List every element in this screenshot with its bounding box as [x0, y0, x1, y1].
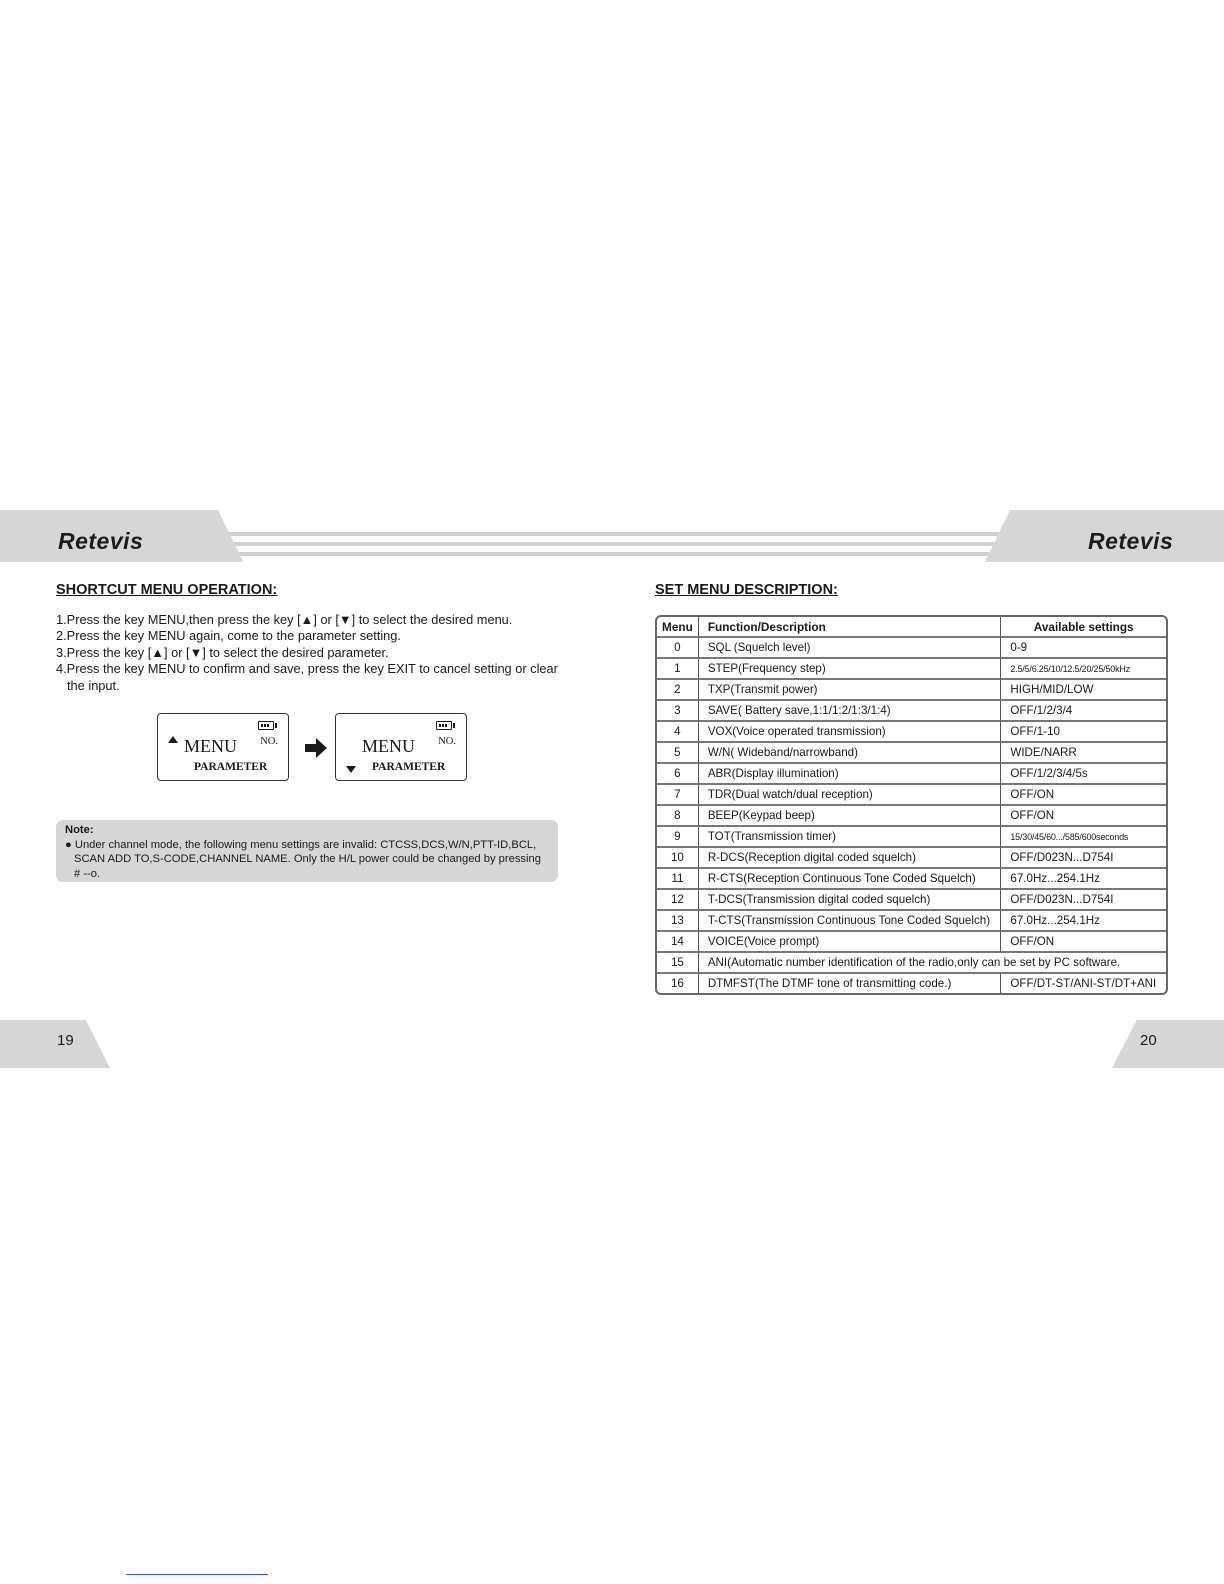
table-row	[657, 659, 1166, 680]
menu-description: R-DCS(Reception digital coded squelch)	[699, 848, 1002, 869]
lcd-parameter-label: PARAMETER	[372, 761, 446, 773]
menu-setting: OFF/ON	[1001, 932, 1166, 953]
menu-setting: OFF/ON	[1001, 806, 1166, 827]
header-decoration	[218, 510, 1010, 562]
menu-setting: OFF/ON	[1001, 785, 1166, 806]
menu-number: 6	[657, 764, 699, 785]
down-arrow-icon	[346, 766, 356, 773]
lcd-no-label: NO.	[438, 736, 456, 747]
table-row	[657, 953, 1166, 974]
battery-icon	[258, 721, 274, 730]
menu-description: R-CTS(Reception Continuous Tone Coded Squelch)	[699, 869, 1002, 890]
table-row	[657, 722, 1166, 743]
menu-description: ABR(Display illumination)	[699, 764, 1002, 785]
brand-logo-right: Retevis	[1088, 528, 1174, 554]
lcd-no-label: NO.	[260, 736, 278, 747]
brand-logo-left: Retevis	[58, 528, 144, 554]
footer-tab-left	[0, 1020, 110, 1068]
settings-table	[655, 615, 1168, 995]
header-menu: Menu	[657, 617, 699, 638]
lcd-menu-label: MENU	[362, 736, 415, 756]
table-row	[657, 806, 1166, 827]
menu-description: T-DCS(Transmission digital coded squelch)	[699, 890, 1002, 911]
menu-description: SQL (Squelch level)	[699, 638, 1002, 659]
menu-setting: WIDE/NARR	[1001, 743, 1166, 764]
menu-number: 1	[657, 659, 699, 680]
table-row	[657, 785, 1166, 806]
set-menu-title: SET MENU DESCRIPTION:	[655, 582, 838, 598]
table-row	[657, 869, 1166, 890]
footer-tab-right	[1112, 1020, 1224, 1068]
menu-number: 16	[657, 974, 699, 993]
header-settings: Available settings	[1001, 617, 1166, 638]
table-row	[657, 890, 1166, 911]
menu-number: 5	[657, 743, 699, 764]
menu-number: 0	[657, 638, 699, 659]
menu-number: 7	[657, 785, 699, 806]
menu-setting: 2.5/5/6.25/10/12.5/20/25/50kHz	[1001, 659, 1166, 680]
menu-setting: 15/30/45/60.../585/600seconds	[1001, 827, 1166, 848]
table-row	[657, 743, 1166, 764]
table-row	[657, 932, 1166, 953]
step-item: 3.Press the key [▲] or [▼] to select the desired parameter.	[56, 644, 389, 660]
menu-number: 11	[657, 869, 699, 890]
note-title: Note:	[65, 824, 94, 836]
menu-description: STEP(Frequency step)	[699, 659, 1002, 680]
menu-description: VOICE(Voice prompt)	[699, 932, 1002, 953]
menu-number: 14	[657, 932, 699, 953]
menu-number: 12	[657, 890, 699, 911]
up-arrow-icon	[168, 736, 178, 743]
menu-description: VOX(Voice operated transmission)	[699, 722, 1002, 743]
table-row	[657, 680, 1166, 701]
menu-setting: 0-9	[1001, 638, 1166, 659]
menu-number: 9	[657, 827, 699, 848]
menu-number: 3	[657, 701, 699, 722]
table-row	[657, 638, 1166, 659]
lcd-screen-parameter	[335, 713, 467, 781]
note-body: ● Under channel mode, the following menu settings are invalid: CTCSS,DCS,W/N,PTT-ID,BCL, SCAN ADD TO,S-CODE,CHANNEL NAME. Only the H/L power could be changed by pressing # --o.	[65, 838, 541, 880]
menu-number: 15	[657, 953, 699, 974]
menu-setting: OFF/1-10	[1001, 722, 1166, 743]
menu-setting: HIGH/MID/LOW	[1001, 680, 1166, 701]
lcd-parameter-label: PARAMETER	[194, 761, 268, 773]
menu-description: TOT(Transmission timer)	[699, 827, 1002, 848]
menu-number: 2	[657, 680, 699, 701]
page-number-left: 19	[57, 1032, 74, 1049]
menu-description: TDR(Dual watch/dual reception)	[699, 785, 1002, 806]
menu-description: W/N( Wideband/narrowband)	[699, 743, 1002, 764]
menu-setting: 67.0Hz...254.1Hz	[1001, 911, 1166, 932]
menu-setting: OFF/D023N...D754I	[1001, 848, 1166, 869]
table-row	[657, 974, 1166, 993]
lcd-screen-menu	[157, 713, 289, 781]
table-row	[657, 764, 1166, 785]
link-underline	[126, 1574, 268, 1575]
right-arrow-icon	[305, 738, 327, 758]
table-row	[657, 701, 1166, 722]
step-item: 4.Press the key MENU to confirm and save, press the key EXIT to cancel setting or clear the input.	[56, 661, 558, 693]
steps-list	[56, 612, 576, 694]
menu-description: TXP(Transmit power)	[699, 680, 1002, 701]
menu-number: 10	[657, 848, 699, 869]
menu-setting: OFF/D023N...D754I	[1001, 890, 1166, 911]
menu-description: BEEP(Keypad beep)	[699, 806, 1002, 827]
menu-number: 4	[657, 722, 699, 743]
menu-description: ANI(Automatic number identification of the radio,only can be set by PC software.	[699, 953, 1166, 974]
page-number-right: 20	[1140, 1032, 1157, 1049]
table-header-row	[657, 617, 1166, 638]
table-row	[657, 827, 1166, 848]
step-item: 1.Press the key MENU,then press the key [▲] or [▼] to select the desired menu.	[56, 612, 513, 627]
step-item: 2.Press the key MENU again, come to the parameter setting.	[56, 628, 401, 644]
menu-number: 13	[657, 911, 699, 932]
menu-description: SAVE( Battery save,1:1/1:2/1:3/1:4)	[699, 701, 1002, 722]
lcd-menu-label: MENU	[184, 736, 237, 756]
header-function: Function/Description	[699, 617, 1002, 638]
menu-description: DTMFST(The DTMF tone of transmitting code.)	[699, 974, 1002, 993]
menu-setting: OFF/1/2/3/4/5s	[1001, 764, 1166, 785]
menu-setting: OFF/DT-ST/ANI-ST/DT+ANI	[1010, 977, 1157, 990]
note-box	[56, 820, 558, 882]
table-row	[657, 848, 1166, 869]
menu-number: 8	[657, 806, 699, 827]
menu-description: T-CTS(Transmission Continuous Tone Coded Squelch)	[699, 911, 1002, 932]
shortcut-menu-title: SHORTCUT MENU OPERATION:	[56, 582, 278, 598]
menu-setting: 67.0Hz...254.1Hz	[1001, 869, 1166, 890]
battery-icon	[436, 721, 452, 730]
table-row	[657, 911, 1166, 932]
menu-setting: OFF/1/2/3/4	[1001, 701, 1166, 722]
